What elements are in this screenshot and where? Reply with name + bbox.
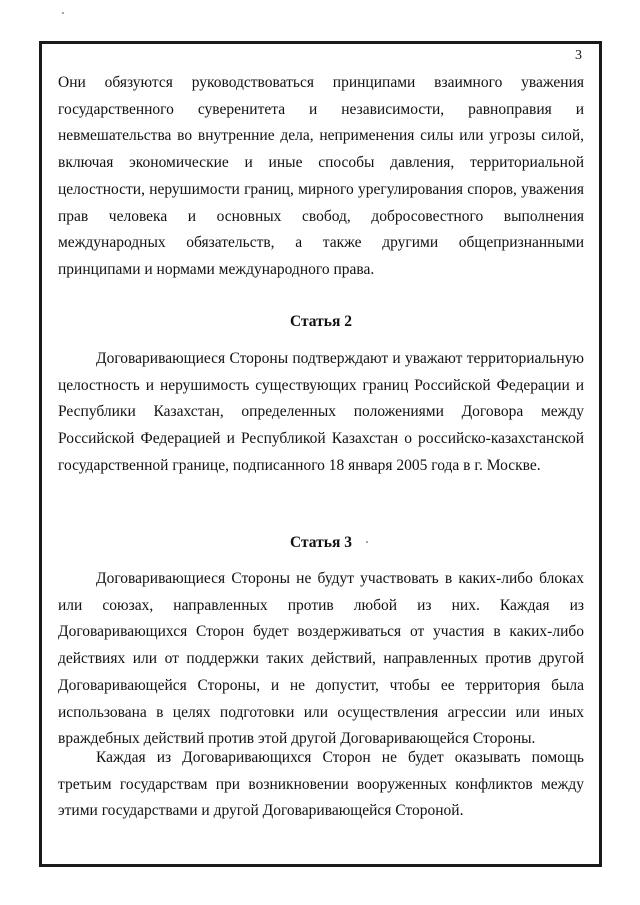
article-1-paragraph [58,70,584,284]
paragraph-text: Договаривающиеся Стороны не будут участвовать в каких-либо блоках или союзах, направленных против любой из них. Каждая из Договаривающихся Сторон будет воздерживаться от участия в каких-либо действиях или от поддержки таких действий, направленных против другой Договаривающейся Стороны, и не допустит, чтобы ее территория была использована в целях подготовки или осуществления агрессии или иных враждебных действий против этой другой Договаривающейся Стороны. [58,570,584,748]
page-number: 3 [575,48,582,63]
paragraph-text: Каждая из Договаривающихся Сторон не будет оказывать помощь третьим государствам при возникновении вооруженных конфликтов между этими государствами и другой Договаривающейся Стороной. [58,749,584,820]
paragraph-text: Договаривающиеся Стороны подтверждают и уважают территориальную целостность и нерушимость существующих границ Российской Федерации и Республики Казахстан, определенных положениями Договора между Российской Федерацией и Республикой Казахстан о российско-казахстанской государственной границе, подписанного 18 января 2005 года в г. Москве. [58,350,584,474]
paragraph-text: Они обязуются руководствоваться принципами взаимного уважения государственного суверенитета и независимости, равноправия и невмешательства во внутренние дела, неприменения силы или угрозы силой, включая экономические и иные способы давления, территориальной целостности, нерушимости границ, мирного урегулирования споров, уважения прав человека и основных свобод, добросовестного выполнения международных обязательств, а также другими общепризнанными принципами и нормами международного права. [58,74,584,278]
article-3-paragraph-2 [58,745,584,825]
article-3-heading: Статья 3 [290,534,352,551]
article-2-paragraph [58,346,584,480]
scan-speck [366,541,368,543]
scan-speck [62,12,64,14]
article-3-paragraph-1 [58,566,584,753]
article-2-heading: Статья 2 [290,313,352,330]
